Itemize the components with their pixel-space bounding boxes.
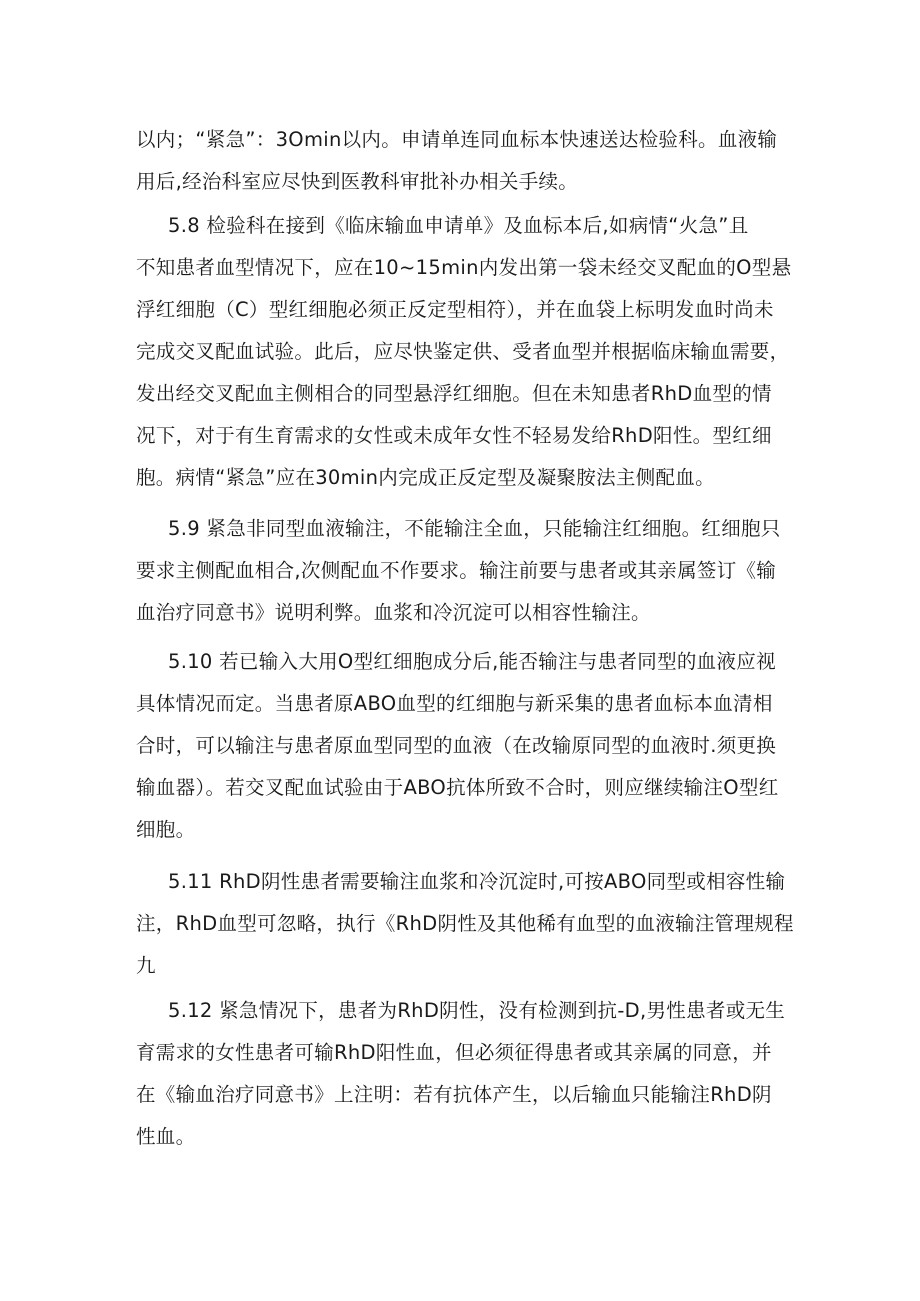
text-line: 发出经交叉配血主侧相合的同型悬浮红细胞。但在未知患者RhD血型的情 xyxy=(136,382,772,405)
paragraph-continuation xyxy=(136,119,788,203)
text-line: 用后,经治科室应尽快到医教科审批补办相关手续。 xyxy=(136,170,579,193)
text-line: 不知患者血型情况下，应在10~15min内发出第一袋未经交叉配血的O型悬 xyxy=(136,256,792,279)
text-line: 合时，可以输注与患者原血型同型的血液（在改输原同型的血液时.须更换 xyxy=(136,734,777,757)
text-line: 要求主侧配血相合,次侧配血不作要求。输注前要与患者或其亲属签订《输 xyxy=(136,559,777,582)
paragraph-5-11 xyxy=(136,861,794,987)
text-line: 浮红细胞（C）型红细胞必须正反定型相符），并在血袋上标明发血时尚未 xyxy=(136,298,774,321)
text-line: 5.10 若已输入大用O型红细胞成分后,能否输注与患者同型的血液应视 xyxy=(168,650,776,673)
text-line: 在《输血治疗同意书》上注明：若有抗体产生，以后输血只能输注RhD阴 xyxy=(136,1083,772,1106)
text-line: 输血器）。若交叉配血试验由于ABO抗体所致不合时，则应继续输注O型红 xyxy=(136,776,779,799)
text-line: 注，RhD血型可忽略，执行《RhD阴性及其他稀有血型的血液输注管理规程 xyxy=(136,912,794,935)
text-line: 血治疗同意书》说明利弊。血浆和冷沉淀可以相容性输注。 xyxy=(136,601,651,624)
text-line: 胞。病情“紧急”应在30min内完成正反定型及凝聚胺法主侧配血。 xyxy=(136,466,715,489)
text-line: 以内；“紧急”：3Omin以内。申请单连同血标本快速送达检验科。血液输 xyxy=(136,128,778,151)
paragraph-5-9 xyxy=(136,508,788,634)
text-line: 细胞。 xyxy=(136,818,196,841)
text-line: 5.12 紧急情况下，患者为RhD阴性，没有检测到抗-D,男性患者或无生 xyxy=(168,999,786,1022)
text-line: 5.8 检验科在接到《临床输血申请单》及血标本后,如病情“火急”且 xyxy=(168,214,749,237)
text-line: 5.11 RhD阴性患者需要输注血浆和冷沉淀时,可按ABO同型或相容性输 xyxy=(168,870,786,893)
paragraph-5-8 xyxy=(136,205,792,499)
text-line: 5.9 紧急非同型血液输注，不能输注全血，只能输注红细胞。红细胞只 xyxy=(168,517,781,540)
paragraph-5-10 xyxy=(136,641,788,851)
text-line: 性血。 xyxy=(136,1125,196,1148)
paragraph-5-12 xyxy=(136,990,788,1158)
text-line: 况下，对于有生育需求的女性或未成年女性不轻易发给RhD阳性。型红细 xyxy=(136,424,772,447)
text-line: 育需求的女性患者可输RhD阳性血，但必须征得患者或其亲属的同意，并 xyxy=(136,1041,772,1064)
text-line: 九 xyxy=(136,954,156,977)
text-line: 具体情况而定。当患者原ABO血型的红细胞与新采集的患者血标本血清相 xyxy=(136,692,773,715)
text-line: 完成交叉配血试验。此后，应尽快鉴定供、受者血型并根据临床输血需要， xyxy=(136,340,790,363)
